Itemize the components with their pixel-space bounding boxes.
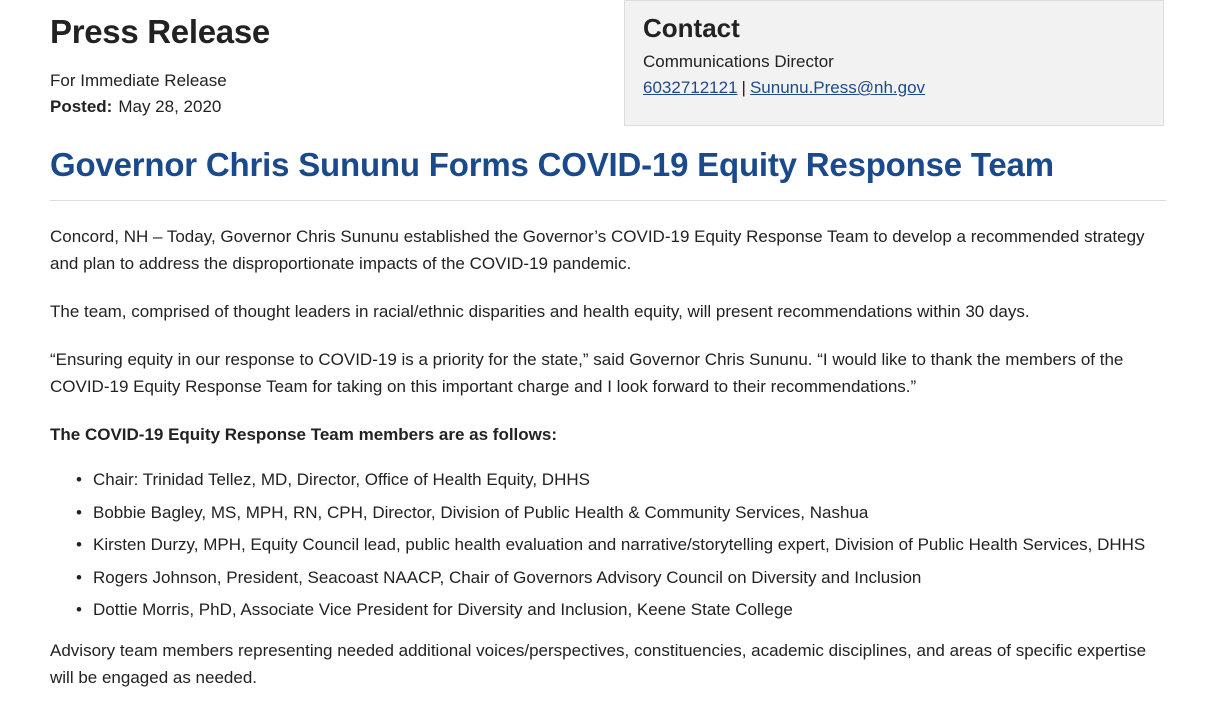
bullet-icon: • xyxy=(76,535,82,554)
bullet-icon: • xyxy=(76,600,82,619)
contact-separator: | xyxy=(741,78,746,97)
posted-date: May 28, 2020 xyxy=(118,97,222,116)
paragraph-team: The team, comprised of thought leaders in racial/ethnic disparities and health equity, will present recommendations within 30 days. xyxy=(50,302,1030,321)
article-body xyxy=(50,223,1166,691)
page-title: Press Release xyxy=(50,13,270,50)
release-info xyxy=(50,12,270,120)
bullet-icon: • xyxy=(76,502,82,522)
article-headline: Governor Chris Sununu Forms COVID-19 Equity Response Team xyxy=(50,146,1054,183)
headline-divider xyxy=(50,200,1166,201)
list-item xyxy=(76,596,1166,623)
members-list xyxy=(50,466,1166,623)
contact-links xyxy=(643,75,1145,101)
paragraph-intro: Concord, NH – Today, Governor Chris Sununu established the Governor’s COVID-19 Equity Response Team to develop a recommended strategy and plan to address the disproportionate impacts of the COVID-19 pandemic. xyxy=(50,227,1145,273)
list-item xyxy=(76,564,1166,591)
list-item xyxy=(76,466,1166,493)
member-text: Kirsten Durzy, MPH, Equity Council lead, public health evaluation and narrative/storytelling expert, Division of Public Health Services, DHHS xyxy=(93,535,1146,554)
contact-role: Communications Director xyxy=(643,52,834,71)
list-item xyxy=(76,499,1166,526)
member-text: Dottie Morris, PhD, Associate Vice President for Diversity and Inclusion, Keene State College xyxy=(93,600,793,619)
press-release-page xyxy=(50,0,1166,691)
list-item xyxy=(76,531,1166,558)
posted-line xyxy=(50,94,270,120)
member-text: Bobbie Bagley, MS, MPH, RN, CPH, Director, Division of Public Health & Community Services, Nashua xyxy=(93,502,869,522)
contact-phone-link[interactable]: 6032712121 xyxy=(643,78,738,97)
header-row xyxy=(50,0,1166,127)
posted-label: Posted: xyxy=(50,97,113,116)
member-text: Chair: Trinidad Tellez, MD, Director, Office of Health Equity, DHHS xyxy=(93,470,590,489)
members-heading: The COVID-19 Equity Response Team members are as follows: xyxy=(50,425,558,444)
bullet-icon: • xyxy=(76,470,82,489)
release-type: For Immediate Release xyxy=(50,71,227,90)
contact-box xyxy=(624,0,1164,126)
member-text: Rogers Johnson, President, Seacoast NAACP, Chair of Governors Advisory Council on Diversity and Inclusion xyxy=(93,567,922,587)
paragraph-advisory: Advisory team members representing needed additional voices/perspectives, constituencies, academic disciplines, and areas of specific expertise will be engaged as needed. xyxy=(50,641,1147,687)
contact-heading: Contact xyxy=(643,13,740,43)
paragraph-quote: “Ensuring equity in our response to COVID-19 is a priority for the state,” said Governor Chris Sununu. “I would like to thank the members of the COVID-19 Equity Response Team for taking on this important charge and I look forward to their recommendations.” xyxy=(50,350,1124,396)
bullet-icon: • xyxy=(76,567,82,587)
contact-email-link[interactable]: Sununu.Press@nh.gov xyxy=(749,78,926,97)
